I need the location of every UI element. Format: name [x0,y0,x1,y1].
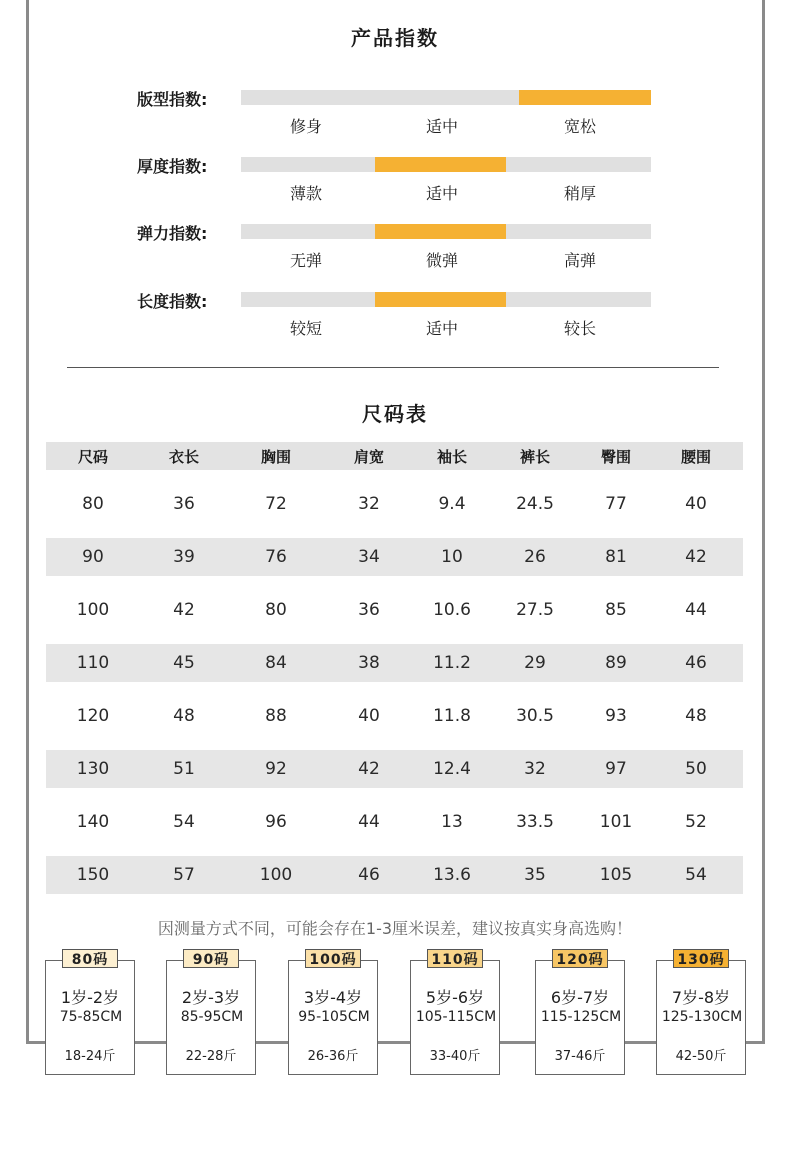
table-header-cell: 臀围 [600,447,631,466]
table-cell: 9.4 [438,494,466,514]
row-spacer [46,841,743,856]
index-selected-segment [375,224,506,239]
table-cell: 96 [265,812,287,832]
table-row [46,697,743,735]
table-cell: 100 [76,600,110,620]
table-cell: 54 [173,812,195,832]
index-scale-bar [241,90,651,105]
size-chart-title: 尺码表 [362,402,428,426]
row-spacer [46,523,743,538]
table-cell: 80 [82,494,104,514]
size-tag: 90码 [183,949,239,968]
card-weight-range: 22-28斤 [185,1049,237,1064]
card-height-range: 75-85CM [59,1009,123,1025]
size-tag: 130码 [673,949,729,968]
card-age-range: 3岁-4岁 [303,988,363,1007]
table-header-cell: 胸围 [260,447,291,466]
index-scale-bar [241,292,651,307]
table-cell: 97 [605,759,627,779]
index-label: 长度指数: [137,292,208,311]
table-cell: 13.6 [433,865,471,885]
table-cell: 54 [685,865,707,885]
row-spacer [46,735,743,750]
table-header-cell: 裤长 [519,447,550,466]
table-cell: 44 [685,600,707,620]
table-cell: 13 [441,812,463,832]
frame-bottom-line [26,1041,765,1044]
index-option: 较长 [563,319,596,338]
table-cell: 130 [76,759,110,779]
table-cell: 80 [265,600,287,620]
table-cell: 27.5 [516,600,554,620]
index-option: 薄款 [289,184,322,203]
table-cell: 140 [76,812,110,832]
size-guide-card [410,960,500,1075]
table-cell: 42 [358,759,380,779]
index-label: 弹力指数: [137,224,208,243]
table-cell: 45 [173,653,195,673]
card-age-range: 1岁-2岁 [60,988,120,1007]
card-height-range: 115-125CM [540,1009,622,1025]
table-cell: 29 [524,653,546,673]
table-cell: 110 [76,653,110,673]
table-cell: 77 [605,494,627,514]
table-header-cell: 袖长 [436,447,467,466]
index-scale-bar [241,157,651,172]
table-cell: 39 [173,547,195,567]
table-header-row [46,442,743,470]
index-row [0,292,790,352]
index-selected-segment [375,292,506,307]
table-cell: 105 [599,865,633,885]
size-guide-card [288,960,378,1075]
table-cell: 30.5 [516,706,554,726]
table-cell: 46 [358,865,380,885]
index-option: 适中 [425,319,458,338]
row-spacer [46,788,743,803]
table-cell: 10.6 [433,600,471,620]
table-cell: 48 [685,706,707,726]
card-age-range: 7岁-8岁 [671,988,731,1007]
table-cell: 34 [358,547,380,567]
table-cell: 44 [358,812,380,832]
table-header-cell: 腰围 [680,447,711,466]
size-guide-card [45,960,135,1075]
table-row [46,750,743,788]
table-header-cell: 衣长 [168,447,199,466]
table-cell: 42 [685,547,707,567]
table-row [46,803,743,841]
table-cell: 57 [173,865,195,885]
index-option: 无弹 [289,251,322,270]
size-guide-card [656,960,746,1075]
card-age-range: 2岁-3岁 [181,988,241,1007]
table-cell: 88 [265,706,287,726]
table-cell: 32 [524,759,546,779]
card-age-range: 5岁-6岁 [425,988,485,1007]
row-spacer [46,576,743,591]
table-cell: 11.2 [433,653,471,673]
table-cell: 100 [259,865,293,885]
row-spacer [46,470,743,485]
table-cell: 89 [605,653,627,673]
table-cell: 72 [265,494,287,514]
index-label: 厚度指数: [137,157,208,176]
index-option: 高弹 [563,251,596,270]
size-tag: 80码 [62,949,118,968]
table-cell: 52 [685,812,707,832]
table-cell: 150 [76,865,110,885]
card-height-range: 125-130CM [661,1009,743,1025]
table-row [46,856,743,894]
table-cell: 120 [76,706,110,726]
table-cell: 46 [685,653,707,673]
product-index-title: 产品指数 [351,26,439,50]
measurement-note: 因测量方式不同，可能会存在1-3厘米误差，建议按真实身高选购！ [157,919,633,938]
size-guide-card [535,960,625,1075]
card-weight-range: 18-24斤 [64,1049,116,1064]
card-age-range: 6岁-7岁 [550,988,610,1007]
index-label: 版型指数: [137,90,208,109]
index-option: 适中 [425,184,458,203]
size-tag: 110码 [427,949,483,968]
card-weight-range: 33-40斤 [429,1049,481,1064]
table-row [46,591,743,629]
table-cell: 51 [173,759,195,779]
table-cell: 36 [173,494,195,514]
table-cell: 36 [358,600,380,620]
index-scale-bar [241,224,651,239]
table-header-cell: 尺码 [77,447,108,466]
size-tag: 120码 [552,949,608,968]
index-row [0,157,790,217]
table-cell: 101 [599,812,633,832]
card-weight-range: 42-50斤 [675,1049,727,1064]
card-height-range: 85-95CM [180,1009,244,1025]
card-weight-range: 26-36斤 [307,1049,359,1064]
table-cell: 40 [358,706,380,726]
index-option: 稍厚 [563,184,596,203]
table-cell: 48 [173,706,195,726]
table-row [46,485,743,523]
table-cell: 11.8 [433,706,471,726]
table-cell: 81 [605,547,627,567]
table-cell: 93 [605,706,627,726]
row-spacer [46,629,743,644]
table-header-cell: 肩宽 [353,447,384,466]
card-height-range: 95-105CM [298,1009,370,1025]
table-cell: 76 [265,547,287,567]
table-cell: 33.5 [516,812,554,832]
table-cell: 12.4 [433,759,471,779]
table-cell: 26 [524,547,546,567]
size-table [46,442,743,894]
index-option: 修身 [289,117,322,136]
table-cell: 35 [524,865,546,885]
row-spacer [46,682,743,697]
table-cell: 84 [265,653,287,673]
table-cell: 50 [685,759,707,779]
table-cell: 42 [173,600,195,620]
index-row [0,90,790,150]
table-cell: 40 [685,494,707,514]
table-cell: 85 [605,600,627,620]
table-cell: 24.5 [516,494,554,514]
size-tag: 100码 [305,949,361,968]
table-cell: 92 [265,759,287,779]
table-cell: 32 [358,494,380,514]
card-height-range: 105-115CM [415,1009,497,1025]
table-cell: 90 [82,547,104,567]
index-option: 微弹 [425,251,458,270]
index-option: 较短 [289,319,322,338]
table-row [46,538,743,576]
index-option: 宽松 [563,117,596,136]
index-option: 适中 [425,117,458,136]
table-row [46,644,743,682]
table-cell: 38 [358,653,380,673]
index-row [0,224,790,284]
card-weight-range: 37-46斤 [554,1049,606,1064]
table-cell: 10 [441,547,463,567]
index-selected-segment [519,90,651,105]
index-selected-segment [375,157,506,172]
section-divider [67,367,719,368]
size-guide-card [166,960,256,1075]
